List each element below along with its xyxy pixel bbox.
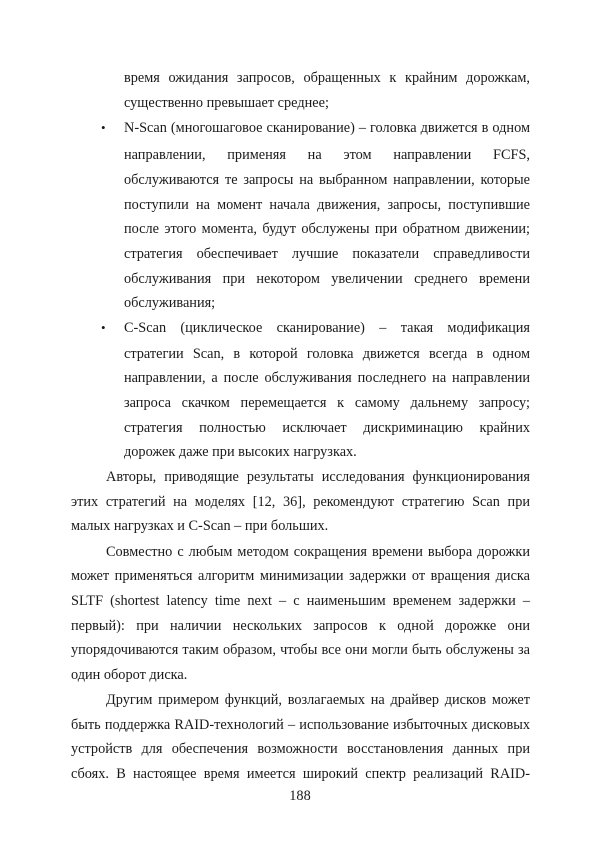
text-line: стратегия обеспечивает лучшие показатели справедливости xyxy=(124,246,530,262)
text-line: Совместно с любым методом сокращения времени выбора дорожки xyxy=(106,544,530,560)
text-line: направлении, применяя на этом направлении FCFS, xyxy=(124,147,530,163)
text-line: обслуживания; xyxy=(124,295,216,311)
text-line: C-Scan (циклическое сканирование) – такая модификация xyxy=(124,320,530,336)
text-line: упорядочиваются таким образом, чтобы все они могли быть обслужены за xyxy=(71,642,530,658)
text-line: дорожек даже при высоких нагрузках. xyxy=(124,444,357,460)
text-line: запроса скачком перемещается к самому дальнему запросу; xyxy=(124,395,530,411)
text-line: стратегии Scan, в которой головка движется всегда в одном xyxy=(124,346,530,362)
text-line: поступили на момент начала движения, запросы, поступившие xyxy=(124,197,530,213)
text-line: существенно превышает среднее; xyxy=(124,95,329,111)
text-line: направлении, а после обслуживания последнего на направлении xyxy=(124,370,530,386)
text-line: обслуживаются те запросы на выбранном направлении, которые xyxy=(124,172,530,188)
text-line: один оборот диска. xyxy=(71,667,188,683)
text-line: сбоях. В настоящее время имеется широкий спектр реализаций RAID- xyxy=(71,766,530,782)
text-line: время ожидания запросов, обращенных к крайним дорожкам, xyxy=(124,70,530,86)
text-line: Авторы, приводящие результаты исследования функционирования xyxy=(106,469,530,485)
text-line: первый): при наличии нескольких запросов к одной дорожке они xyxy=(71,618,530,634)
text-line: обслуживания при некотором увеличении среднего времени xyxy=(124,271,530,287)
text-line: N-Scan (многошаговое сканирование) – головка движется в одном xyxy=(124,120,530,136)
text-line: SLTF (shortest latency time next – с наименьшим временем задержки – xyxy=(71,593,530,609)
bullet-marker: • xyxy=(101,320,106,335)
text-line: устройств для обеспечения возможности восстановления данных при xyxy=(71,741,530,757)
text-line: быть поддержка RAID-технологий – использование избыточных дисковых xyxy=(71,717,530,733)
text-line: малых нагрузках и C-Scan – при больших. xyxy=(71,518,329,534)
text-line: может применяться алгоритм минимизации задержки от вращения диска xyxy=(71,568,530,584)
bullet-marker: • xyxy=(101,120,106,135)
text-line: после этого момента, будут обслужены при обратном движении; xyxy=(124,221,530,237)
page-number: 188 xyxy=(289,788,311,804)
text-line: этих стратегий на моделях [12, 36], рекомендуют стратегию Scan при xyxy=(71,494,530,510)
text-line: стратегия полностью исключает дискриминацию крайних xyxy=(124,420,530,436)
text-line: Другим примером функций, возлагаемых на драйвер дисков может xyxy=(106,692,530,708)
